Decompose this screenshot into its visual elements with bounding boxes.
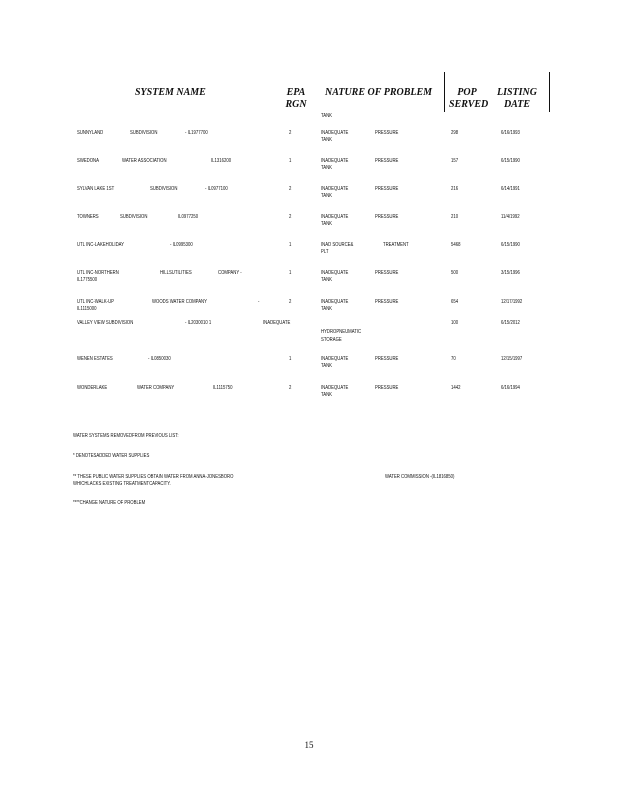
listing-date: 6/15/1990 — [501, 158, 520, 164]
system-sub: HILLSUTILITIES — [160, 270, 192, 276]
rgn: 1 — [289, 270, 292, 276]
nature-line2: PLT — [321, 249, 329, 255]
issue: PRESSURE — [375, 186, 399, 192]
rgn: 2 — [289, 299, 292, 305]
system-id-line2: IL1775500 — [77, 277, 98, 283]
system-id-line2: IL1115000 — [77, 306, 97, 312]
nature-line2: TANK — [321, 137, 333, 143]
header-nature-of-problem: NATURE OF PROBLEM — [325, 87, 433, 98]
nature: INADEQUATE — [321, 356, 349, 362]
rgn: 2 — [289, 130, 292, 136]
nature: INADEQUATE — [321, 385, 349, 391]
nature-line2: TANK — [321, 193, 333, 199]
issue: PRESSURE — [375, 356, 399, 362]
rgn: 2 — [289, 385, 292, 391]
pop-served: 216 — [451, 186, 459, 192]
issue: PRESSURE — [375, 214, 399, 220]
note-treatment-capacity: WHICHLACKS EXISTING TREATMENTCAPACITY. — [73, 481, 171, 487]
system-name: UTL INC-NORTHERN — [77, 270, 119, 276]
system-id: - IL1977700 — [185, 130, 208, 136]
header-divider-left — [444, 72, 445, 112]
system-sub: SUBDIVISION — [150, 186, 178, 192]
system-name: UTL INC-LAKEHOLIDAY — [77, 242, 125, 248]
system-name: WONDERLAKE — [77, 385, 108, 391]
note-commission: WATER COMMISSION -(IL1816850) — [385, 474, 455, 480]
header-rgn: RGN — [285, 99, 307, 110]
listing-date: 12/15/1997 — [501, 356, 523, 362]
nature: INADEQUATE — [321, 130, 349, 136]
nature: INADEQUATE — [321, 186, 349, 192]
issue: PRESSURE — [375, 158, 399, 164]
nature-line2: TANK — [321, 306, 333, 312]
pop-served: 210 — [451, 214, 459, 220]
pop-served: 100 — [451, 320, 459, 326]
system-id: - IL0850030 — [148, 356, 171, 362]
system-id: IL1115750 — [213, 385, 233, 391]
top-fragment: TANK — [321, 113, 333, 119]
nature: INAD SOURCE& — [321, 242, 354, 248]
system-sub: WOODS WATER COMPANY — [152, 299, 207, 305]
pop-served: 1442 — [451, 385, 461, 391]
rgn: 1 — [289, 242, 292, 248]
header-epa: EPA — [286, 87, 306, 98]
system-id: - — [258, 299, 260, 305]
listing-date: 6/16/1994 — [501, 385, 520, 391]
nature-line3: STORAGE — [321, 337, 342, 343]
note-change-nature: ****CHANGE NATURE OF PROBLEM — [73, 500, 146, 506]
pop-served: 157 — [451, 158, 459, 164]
nature: INADEQUATE — [263, 320, 291, 326]
listing-date: 6/15/1990 — [501, 242, 520, 248]
rgn: 2 — [289, 214, 292, 220]
nature-line2: TANK — [321, 363, 333, 369]
listing-date: 6/16/1993 — [501, 130, 520, 136]
rgn: 2 — [289, 186, 292, 192]
system-id: - IL0977100 — [205, 186, 228, 192]
system-name: SUNNYLAND — [77, 130, 104, 136]
nature-line2: TANK — [321, 392, 333, 398]
nature: INADEQUATE — [321, 158, 349, 164]
system-name: TOWNERS — [77, 214, 99, 220]
system-id: IL1316200 — [211, 158, 232, 164]
issue: PRESSURE — [375, 299, 399, 305]
system-sub: WATER ASSOCIATION — [122, 158, 167, 164]
note-denotes-added: * DENOTESADDED WATER SUPPLIES — [73, 453, 150, 459]
nature: INADEQUATE — [321, 299, 349, 305]
system-name: WENEN ESTATES — [77, 356, 113, 362]
listing-date: 6/14/1991 — [501, 186, 520, 192]
nature: INADEQUATE — [321, 270, 349, 276]
pop-served: 5468 — [451, 242, 461, 248]
note-these-public-supplies: ** THESE PUBLIC WATER SUPPLIES OBTAIN WATER FROM ANNA-JONESBORO — [73, 474, 234, 480]
listing-date: 11/4/1992 — [501, 214, 520, 220]
system-name: SWEDONA — [77, 158, 99, 164]
system-sub: SUBDIVISION — [120, 214, 148, 220]
header-divider-right — [549, 72, 550, 112]
system-id: COMPANY - — [218, 270, 242, 276]
pop-served: 70 — [451, 356, 456, 362]
header-pop: POP — [457, 87, 477, 98]
pop-served: 298 — [451, 130, 459, 136]
issue: TREATMENT — [383, 242, 409, 248]
issue: PRESSURE — [375, 130, 399, 136]
note-removed-systems: WATER SYSTEMS REMOVEDFROM PREVIOUS LIST: — [73, 433, 179, 439]
listing-date: 6/15/2012 — [501, 320, 520, 326]
system-id: IL0977250 — [178, 214, 199, 220]
system-id: - IL0995300 — [170, 242, 193, 248]
nature-line2: TANK — [321, 165, 333, 171]
listing-date: 12/17/1992 — [501, 299, 523, 305]
nature-line2: TANK — [321, 221, 333, 227]
issue: PRESSURE — [375, 385, 399, 391]
nature-line2: HYDROPNEUMATIC — [321, 329, 362, 335]
nature: INADEQUATE — [321, 214, 349, 220]
system-id: - IL2030010 1 — [185, 320, 212, 326]
system-sub: SUBDIVISION — [130, 130, 158, 136]
page-number: 15 — [304, 740, 314, 750]
pop-served: 654 — [451, 299, 459, 305]
system-sub: WATER COMPANY — [137, 385, 175, 391]
listing-date: 3/15/1996 — [501, 270, 520, 276]
header-system-name: SYSTEM NAME — [135, 87, 206, 98]
header-date: DATE — [503, 99, 531, 110]
header-served: SERVED — [449, 99, 489, 110]
rgn: 1 — [289, 158, 292, 164]
system-name: UTL INC-WALK-UP — [77, 299, 115, 305]
issue: PRESSURE — [375, 270, 399, 276]
system-name: SYLVAN LAKE 1ST — [77, 186, 115, 192]
header-listing: LISTING — [497, 87, 538, 98]
system-name: VALLEY VIEW SUBDIVISION — [77, 320, 134, 326]
rgn: 1 — [289, 356, 292, 362]
pop-served: 500 — [451, 270, 459, 276]
nature-line2: TANK — [321, 277, 333, 283]
